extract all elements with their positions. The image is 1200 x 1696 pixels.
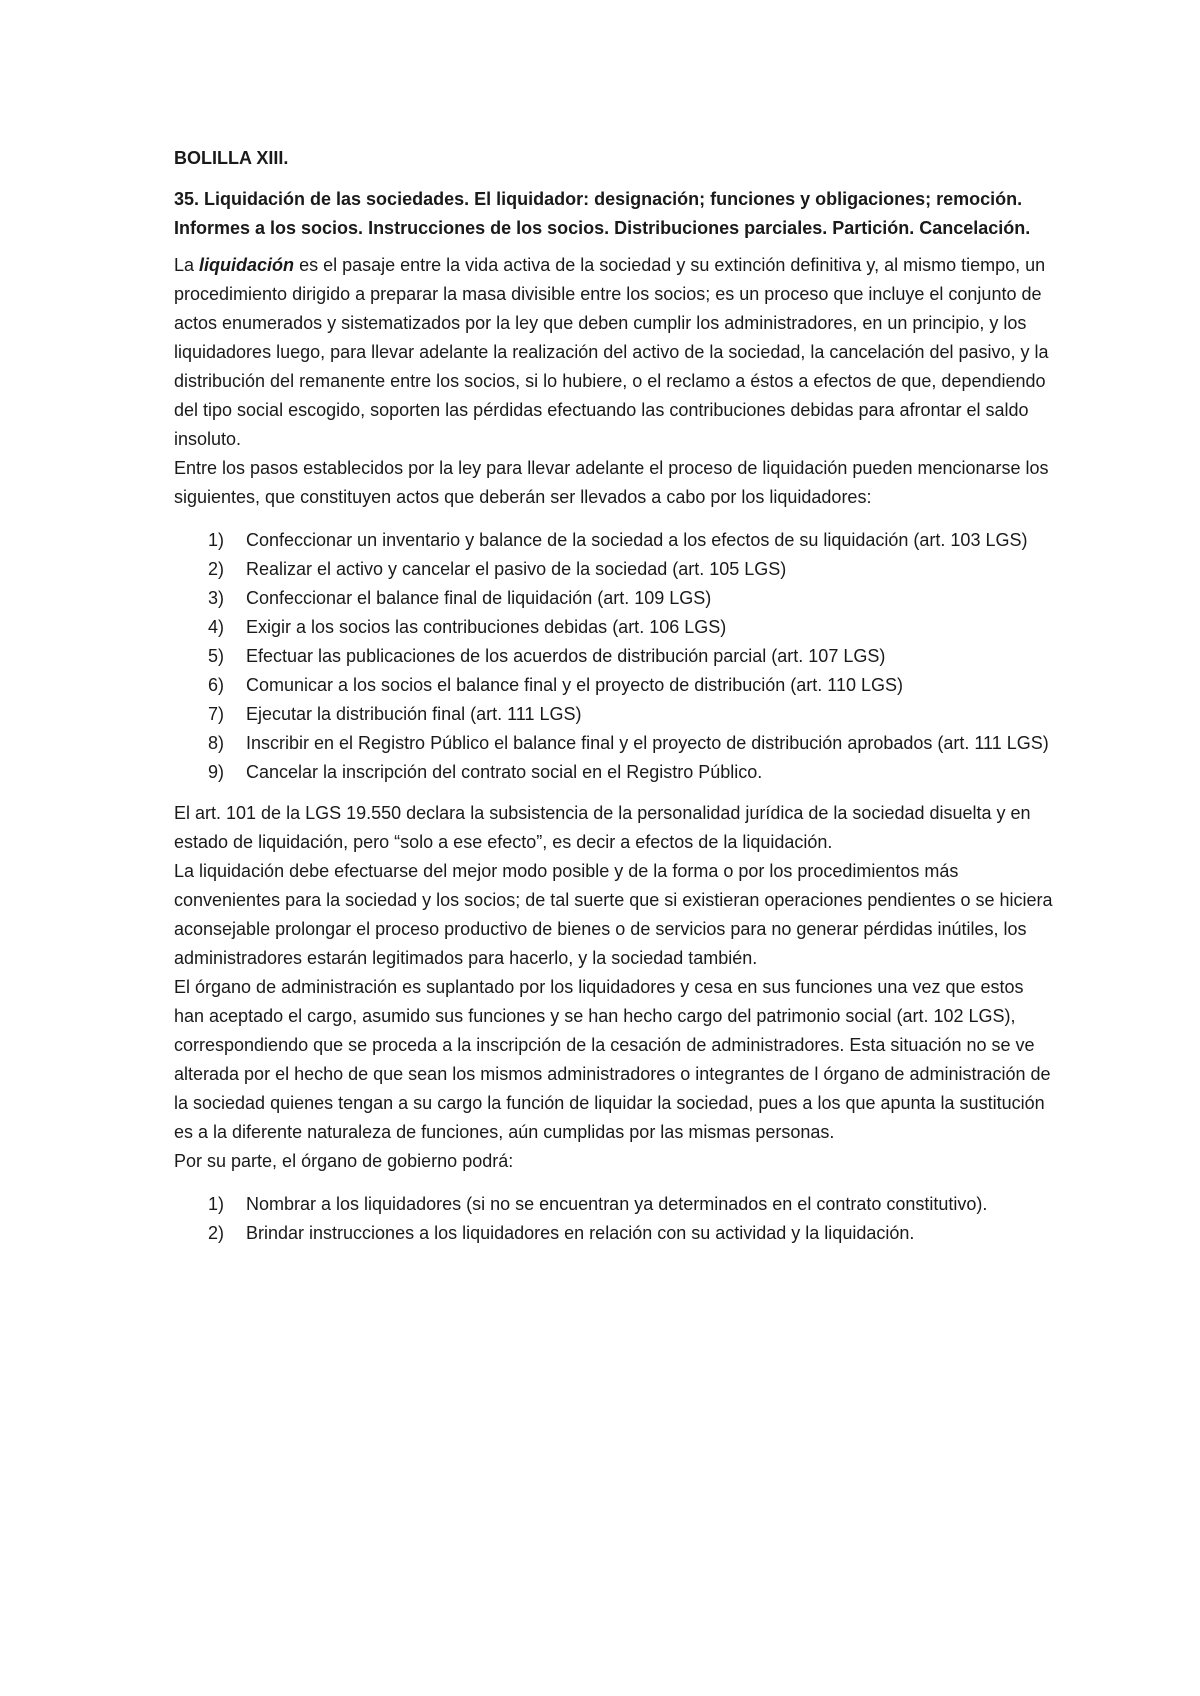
list-item (174, 1190, 1054, 1219)
list-number: 7) (208, 704, 225, 724)
list-number: 4) (208, 617, 225, 637)
document-page (174, 144, 1054, 1260)
governance-steps-list (174, 1190, 1054, 1248)
list-item (174, 642, 1054, 671)
list-number: 1) (208, 1194, 225, 1214)
list-item-text: Comunicar a los socios el balance final y el proyecto de distribución (art. 110 LGS) (246, 675, 903, 695)
body-paragraph: Por su parte, el órgano de gobierno podrá: (174, 1151, 514, 1171)
list-number: 8) (208, 733, 225, 753)
list-item-text: Exigir a los socios las contribuciones debidas (art. 106 LGS) (246, 617, 727, 637)
list-item-text: Inscribir en el Registro Público el balance final y el proyecto de distribución aprobados (art. 111 LGS) (246, 733, 1049, 753)
list-item-text: Confeccionar un inventario y balance de la sociedad a los efectos de su liquidación (art. 103 LGS) (246, 530, 1028, 550)
list-item (174, 526, 1054, 555)
intro-lead: La (174, 255, 195, 275)
list-item-text: Confeccionar el balance final de liquidación (art. 109 LGS) (246, 588, 712, 608)
list-number: 6) (208, 675, 225, 695)
liquidation-steps-list (174, 526, 1054, 787)
list-item-text: Realizar el activo y cancelar el pasivo de la sociedad (art. 105 LGS) (246, 559, 787, 579)
list-item-text: Ejecutar la distribución final (art. 111 LGS) (246, 704, 582, 724)
list-item (174, 758, 1054, 787)
list-number: 1) (208, 530, 225, 550)
list-item (174, 729, 1054, 758)
list-item-text: Nombrar a los liquidadores (si no se encuentran ya determinados en el contrato constitutivo). (246, 1194, 988, 1214)
body-paragraph: El órgano de administración es suplantado por los liquidadores y cesa en sus funciones una vez que estos han aceptado el cargo, asumido sus funciones y se han hecho cargo del patrimonio social (art. 102 LGS), correspondiendo que se proceda a la inscripción de la cesación de administradores. Esta situación no se ve alterada por el hecho de que sean los mismos administradores o integrantes de l órgano de administración de la sociedad quienes tengan a su cargo la función de liquidar la sociedad, pues a los que apunta la sustitución es a la diferente naturaleza de funciones, aún cumplidas por las mismas personas. (174, 977, 1051, 1142)
intro-term: liquidación (199, 255, 295, 275)
list-item-text: Brindar instrucciones a los liquidadores en relación con su actividad y la liquidación. (246, 1223, 915, 1243)
list-item (174, 613, 1054, 642)
list-item (174, 700, 1054, 729)
steps-intro-paragraph: Entre los pasos establecidos por la ley para llevar adelante el proceso de liquidación pueden mencionarse los siguientes, que constituyen actos que deberán ser llevados a cabo por los liquidadores: (174, 458, 1049, 507)
list-item (174, 584, 1054, 613)
list-number: 2) (208, 559, 225, 579)
section-title: 35. Liquidación de las sociedades. El liquidador: designación; funciones y obligaciones; remoción. Informes a los socios. Instrucciones de los socios. Distribuciones parciales. Partición. Cancelación. (174, 189, 1031, 238)
list-number: 2) (208, 1223, 225, 1243)
list-item-text: Efectuar las publicaciones de los acuerdos de distribución parcial (art. 107 LGS) (246, 646, 886, 666)
list-number: 9) (208, 762, 225, 782)
intro-paragraph (174, 251, 1054, 454)
list-number: 5) (208, 646, 225, 666)
list-item (174, 555, 1054, 584)
list-item-text: Cancelar la inscripción del contrato social en el Registro Público. (246, 762, 763, 782)
list-number: 3) (208, 588, 225, 608)
list-item (174, 671, 1054, 700)
list-item (174, 1219, 1054, 1248)
document-heading: BOLILLA XIII. (174, 148, 289, 168)
body-paragraph: La liquidación debe efectuarse del mejor modo posible y de la forma o por los procedimientos más convenientes para la sociedad y los socios; de tal suerte que si existieran operaciones pendientes o se hiciera aconsejable prolongar el proceso productivo de bienes o de servicios para no generar pérdidas inútiles, los administradores estarán legitimados para hacerlo, y la sociedad también. (174, 861, 1053, 968)
intro-rest: es el pasaje entre la vida activa de la sociedad y su extinción definitiva y, al mismo tiempo, un procedimiento dirigido a preparar la masa divisible entre los socios; es un proceso que incluye el conjunto de actos enumerados y sistematizados por la ley que deben cumplir los administradores, en un principio, y los liquidadores luego, para llevar adelante la realización del activo de la sociedad, la cancelación del pasivo, y la distribución del remanente entre los socios, si lo hubiere, o el reclamo a éstos a efectos de que, dependiendo del tipo social escogido, soporten las pérdidas efectuando las contribuciones debidas para afrontar el saldo insoluto. (174, 255, 1049, 449)
body-paragraph: El art. 101 de la LGS 19.550 declara la subsistencia de la personalidad jurídica de la sociedad disuelta y en estado de liquidación, pero “solo a ese efecto”, es decir a efectos de la liquidación. (174, 803, 1031, 852)
